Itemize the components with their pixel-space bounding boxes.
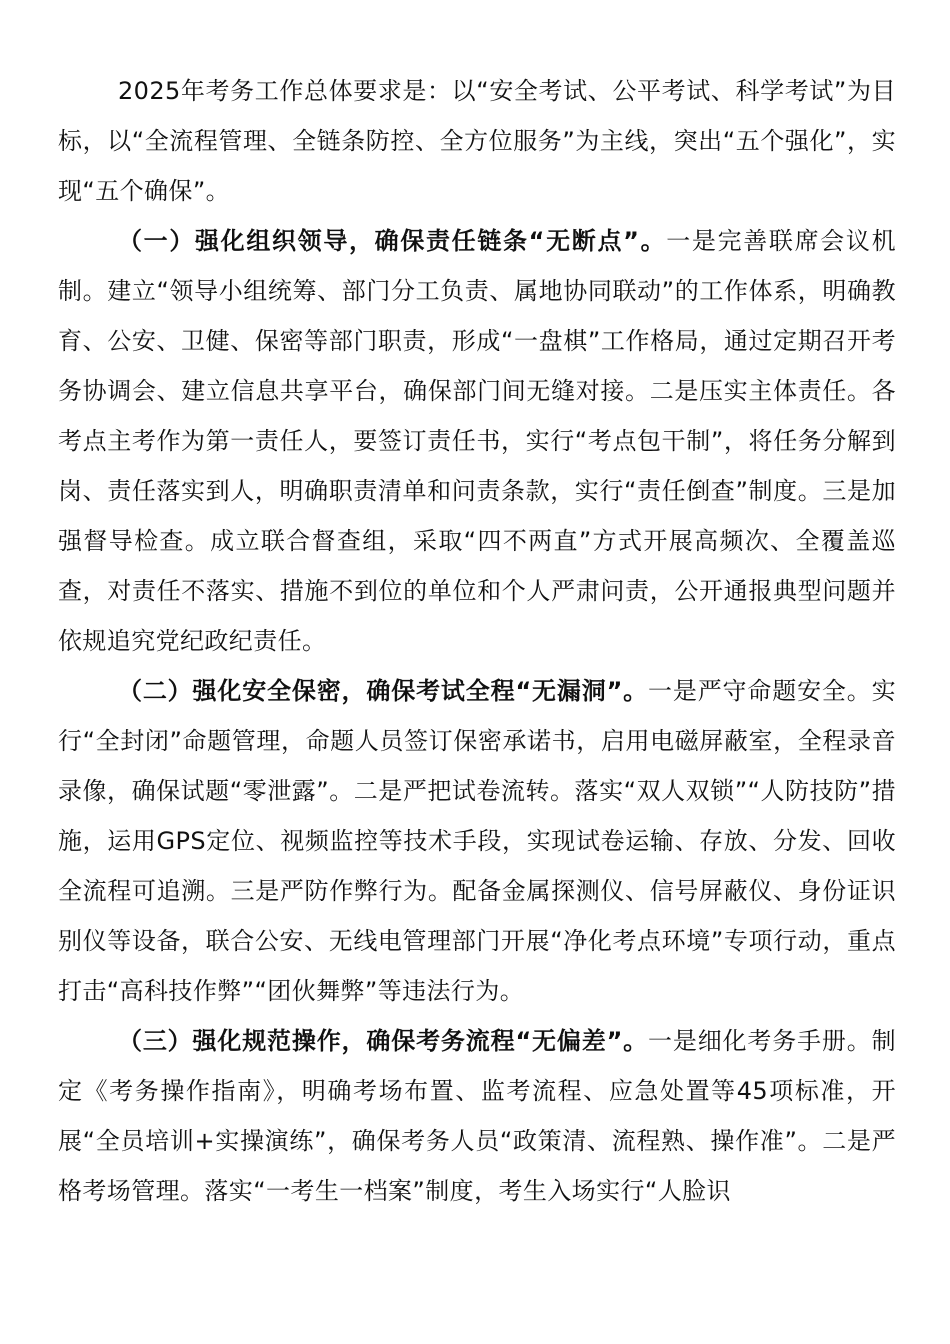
paragraph-body: 一是完善联席会议机制。建立“领导小组统筹、部门分工负责、属地协同联动”的工作体系，明确教育、公安、卫健、保密等部门职责，形成“一盘棋”工作格局，通过定期召开考务协调会、建立信息共享平台，确保部门间无缝对接。二是压实主体责任。各考点主考作为第一责任人，要签订责任书，实行“考点包干制”，将任务分解到岗、责任落实到人，明确职责清单和问责条款，实行“责任倒查”制度。三是加强督导检查。成立联合督查组，采取“四不两直”方式开展高频次、全覆盖巡查，对责任不落实、措施不到位的单位和个人严肃问责，公开通报典型问题并依规追究党纪政纪责任。 xyxy=(58,227,896,655)
section-heading: （一）强化组织领导，确保责任链条“无断点”。 xyxy=(118,227,667,255)
section-heading: （三）强化规范操作，确保考务流程“无偏差”。 xyxy=(118,1027,649,1055)
paragraph-section-2 xyxy=(58,666,896,1016)
paragraph-section-3 xyxy=(58,1016,896,1216)
document-page xyxy=(58,66,896,1216)
paragraph-body: 2025年考务工作总体要求是：以“安全考试、公平考试、科学考试”为目标，以“全流程管理、全链条防控、全方位服务”为主线，突出“五个强化”，实现“五个确保”。 xyxy=(58,77,896,205)
paragraph-intro xyxy=(58,66,896,216)
paragraph-body: 一是严守命题安全。实行“全封闭”命题管理，命题人员签订保密承诺书，启用电磁屏蔽室，全程录音录像，确保试题“零泄露”。二是严把试卷流转。落实“双人双锁”“人防技防”措施，运用GPS定位、视频监控等技术手段，实现试卷运输、存放、分发、回收全流程可追溯。三是严防作弊行为。配备金属探测仪、信号屏蔽仪、身份证识别仪等设备，联合公安、无线电管理部门开展“净化考点环境”专项行动，重点打击“高科技作弊”“团伙舞弊”等违法行为。 xyxy=(58,677,896,1005)
paragraph-section-1 xyxy=(58,216,896,666)
paragraph-body: 一是细化考务手册。制定《考务操作指南》，明确考场布置、监考流程、应急处置等45项标准，开展“全员培训+实操演练”，确保考务人员“政策清、流程熟、操作准”。二是严格考场管理。落实“一考生一档案”制度，考生入场实行“人脸识 xyxy=(58,1027,896,1205)
section-heading: （二）强化安全保密，确保考试全程“无漏洞”。 xyxy=(118,677,649,705)
